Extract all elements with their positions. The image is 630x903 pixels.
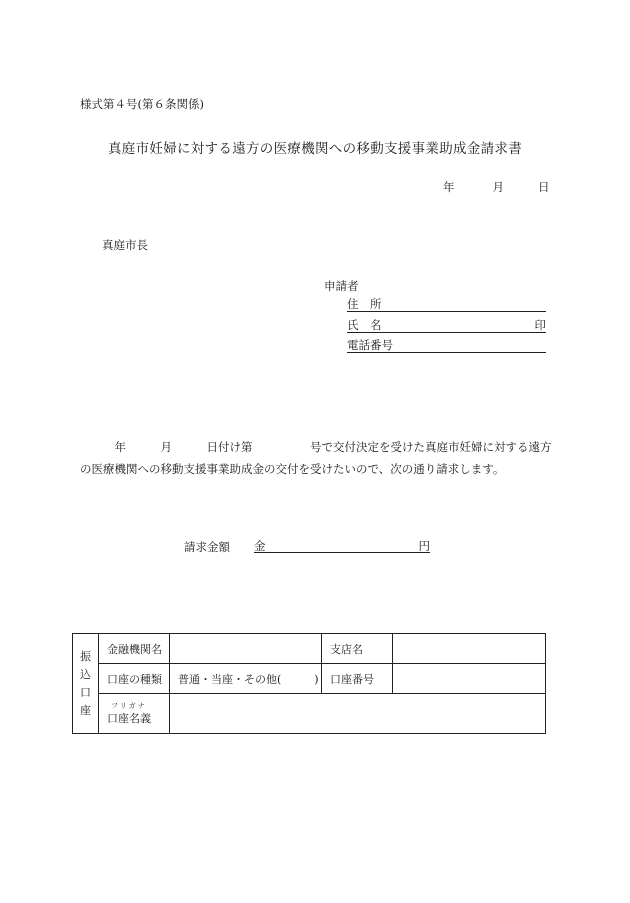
seal-mark: 印 <box>534 318 546 332</box>
date-line <box>443 179 550 195</box>
bank-transfer-table <box>72 633 546 734</box>
name-label: 氏 名 <box>347 318 382 332</box>
account-number-input[interactable] <box>393 664 546 694</box>
account-number-label: 口座番号 <box>322 664 393 694</box>
date-year: 年 <box>443 180 455 194</box>
branch-label: 支店名 <box>322 634 393 664</box>
document-title: 真庭市妊婦に対する遠方の医療機関への移動支援事業助成金請求書 <box>108 141 522 157</box>
bank-name-label: 金融機関名 <box>99 634 170 664</box>
address-field[interactable] <box>347 296 546 312</box>
request-body-text: 年 月 日付け第 号で交付決定を受けた真庭市妊婦に対する遠方の医療機関への移動支援事業助成金の交付を受けたいので、次の通り請求します。 <box>80 440 552 476</box>
claim-yen: 円 <box>418 539 430 553</box>
bank-name-input[interactable] <box>170 634 322 664</box>
claim-amount-field[interactable] <box>254 538 430 553</box>
claim-amount-label: 請求金額 <box>184 540 230 554</box>
address-label: 住 所 <box>347 297 382 311</box>
account-holder-furigana: フリガナ <box>111 701 147 710</box>
addressee: 真庭市長 <box>102 238 148 252</box>
transfer-account-side-label: 振 込 口 座 <box>73 634 99 734</box>
phone-label: 電話番号 <box>347 338 393 352</box>
applicant-label: 申請者 <box>324 279 359 293</box>
form-number: 様式第４号(第６条関係) <box>80 97 204 111</box>
name-field[interactable] <box>347 317 546 333</box>
account-type-options[interactable]: 普通・当座・その他( ) <box>170 664 322 694</box>
claim-kin: 金 <box>254 539 266 553</box>
date-month: 月 <box>492 180 504 194</box>
account-holder-input[interactable] <box>170 694 546 734</box>
account-holder-label: フリガナ 口座名義 <box>99 694 170 734</box>
branch-input[interactable] <box>393 634 546 664</box>
date-day: 日 <box>538 180 550 194</box>
account-type-label: 口座の種類 <box>99 664 170 694</box>
phone-field[interactable] <box>347 337 546 353</box>
